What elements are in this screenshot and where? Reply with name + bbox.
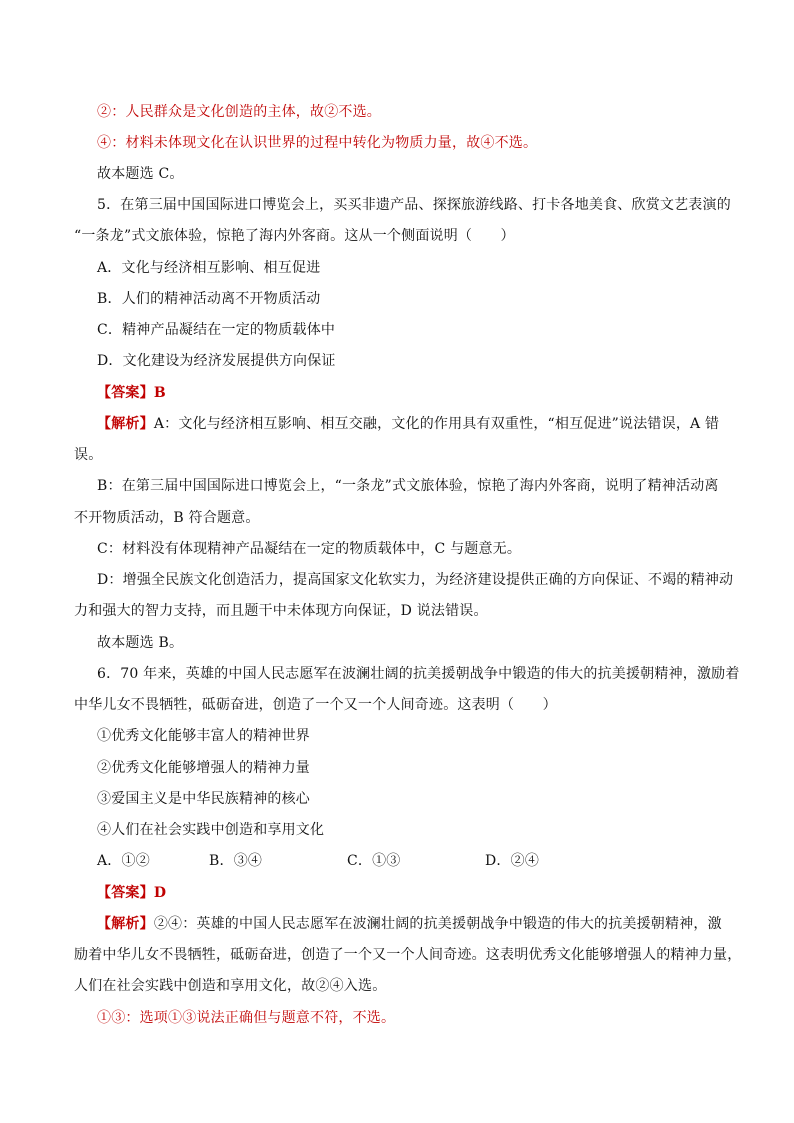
analysis-line: ②：人民群众是文化创造的主体，故②不选。 xyxy=(97,104,381,120)
conclusion-line: 故本题选 B。 xyxy=(97,635,184,651)
question-6-option-a: A．①② xyxy=(97,853,150,869)
analysis-line: ④：材料未体现文化在认识世界的过程中转化为物质力量，故④不选。 xyxy=(97,135,538,151)
question-6-option-d: D．②④ xyxy=(485,853,540,869)
explanation-line: B：在第三届中国国际进口博览会上，“一条龙”式文旅体验，惊艳了海内外客商，说明了精神活动离 xyxy=(97,478,719,494)
explanation-line: D：增强全民族文化创造活力，提高国家文化软实力，为经济建设提供正确的方向保证、不竭的精神动 xyxy=(97,572,734,588)
question-6-statement-3: ③爱国主义是中华民族精神的核心 xyxy=(97,791,310,807)
explanation-text: A：文化与经济相互影响、相互交融，文化的作用具有双重性，“相互促进”说法错误，A 错 xyxy=(153,416,720,432)
question-6-option-c: C．①③ xyxy=(347,853,401,869)
question-6-statement-2: ②优秀文化能够增强人的精神力量 xyxy=(97,760,310,776)
question-5-option-a: A．文化与经济相互影响、相互促进 xyxy=(97,260,321,276)
explanation-line: 误。 xyxy=(74,447,103,463)
question-5-option-c: C．精神产品凝结在一定的物质载体中 xyxy=(97,322,336,338)
explanation-label: 【解析】 xyxy=(97,416,154,432)
question-5-option-d: D．文化建设为经济发展提供方向保证 xyxy=(97,353,336,369)
question-5-option-b: B．人们的精神活动离不开物质活动 xyxy=(97,291,321,307)
question-6-answer xyxy=(97,883,166,903)
explanation-line: 力和强大的智力支持，而且题干中未体现方向保证，D 说法错误。 xyxy=(74,603,488,619)
question-6-stem-continued: 中华儿女不畏牺牲，砥砺奋进，创造了一个又一个人间奇迹。这表明（ ） xyxy=(74,697,557,713)
answer-label: 【答案】 xyxy=(97,885,154,901)
question-6-explanation xyxy=(97,914,722,934)
explanation-line: C：材料没有体现精神产品凝结在一定的物质载体中，C 与题意无。 xyxy=(97,541,522,557)
explanation-text: ②④：英雄的中国人民志愿军在波澜壮阔的抗美援朝战争中锻造的伟大的抗美援朝精神，激 xyxy=(153,916,722,932)
question-5-answer xyxy=(97,383,166,403)
explanation-line: 不开物质活动，B 符合题意。 xyxy=(74,510,260,526)
conclusion-line: 故本题选 C。 xyxy=(97,166,184,182)
analysis-line: ①③：选项①③说法正确但与题意不符，不选。 xyxy=(97,1010,396,1026)
question-5-stem-continued: “一条龙”式文旅体验，惊艳了海内外客商。这从一个侧面说明（ ） xyxy=(74,228,515,244)
question-5-explanation xyxy=(97,414,719,434)
question-5-stem: 5．在第三届中国国际进口博览会上，买买非遗产品、探探旅游线路、打卡各地美食、欣赏文艺表演的 xyxy=(97,197,731,213)
answer-value: D xyxy=(153,885,167,901)
explanation-label: 【解析】 xyxy=(97,916,154,932)
question-6-statement-4: ④人们在社会实践中创造和享用文化 xyxy=(97,822,325,838)
answer-label: 【答案】 xyxy=(97,385,154,401)
question-6-option-b: B．③④ xyxy=(209,853,263,869)
answer-value: B xyxy=(153,385,166,401)
question-6-statement-1: ①优秀文化能够丰富人的精神世界 xyxy=(97,728,310,744)
question-6-stem: 6．70 年来，英雄的中国人民志愿军在波澜壮阔的抗美援朝战争中锻造的伟大的抗美援朝精神，激励着 xyxy=(97,666,740,682)
explanation-line: 人们在社会实践中创造和享用文化，故②④入选。 xyxy=(74,978,387,994)
explanation-line: 励着中华儿女不畏牺牲，砥砺奋进，创造了一个又一个人间奇迹。这表明优秀文化能够增强人的精神力量， xyxy=(74,947,742,963)
